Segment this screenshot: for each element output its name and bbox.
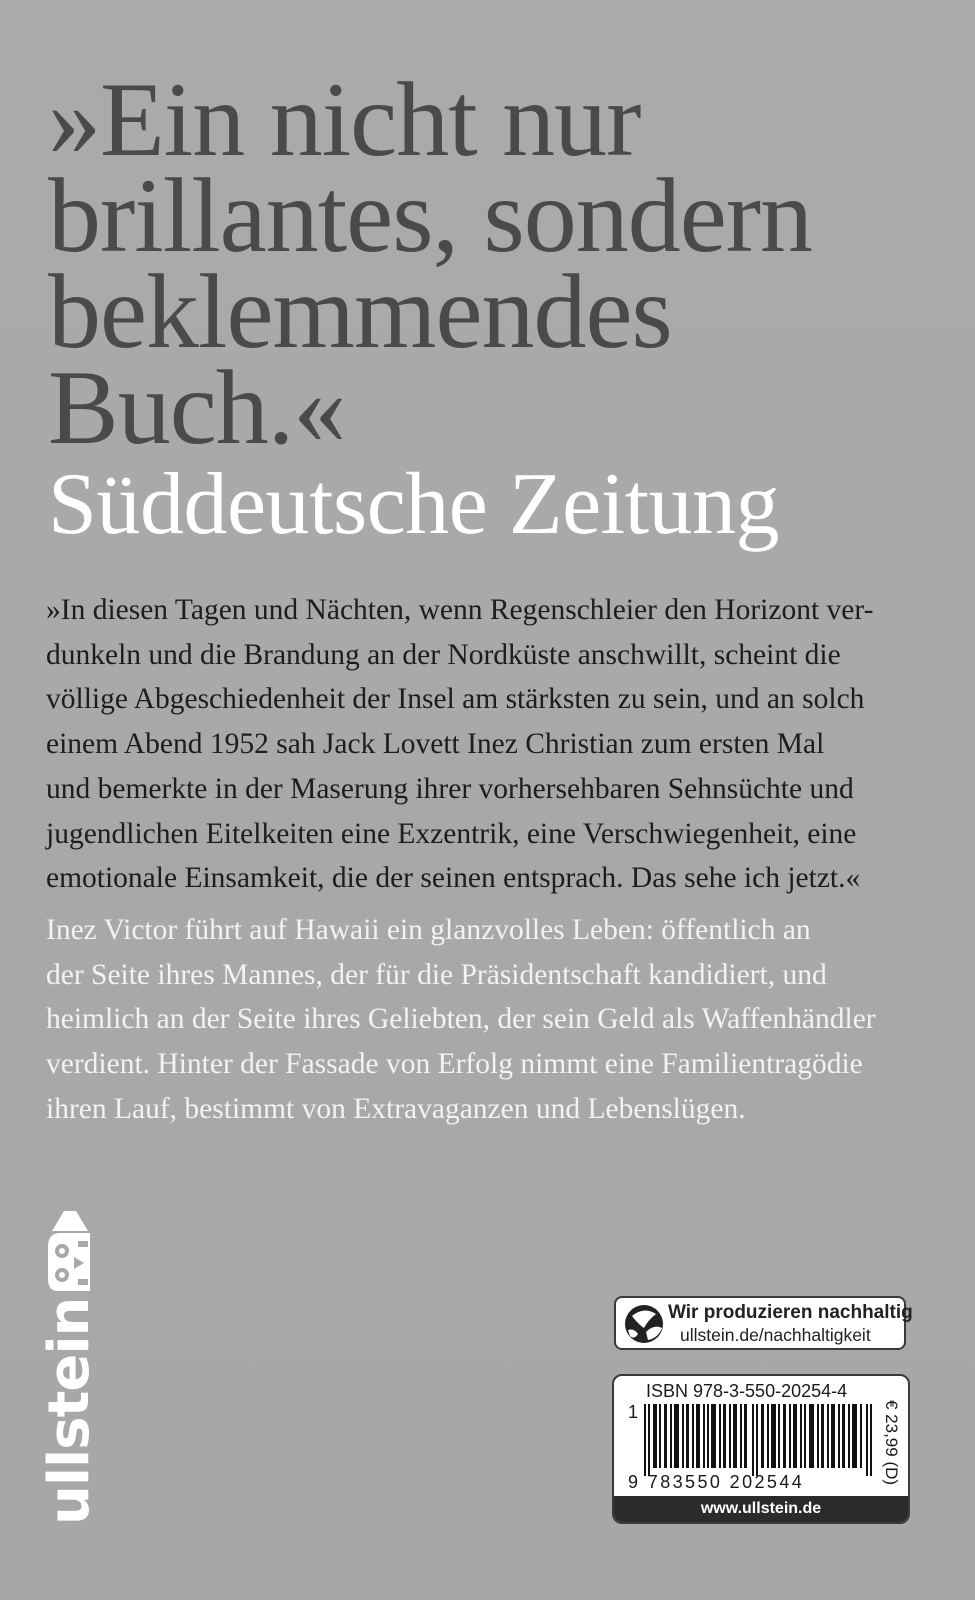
excerpt-line: »In diesen Tagen und Nächten, wenn Regenschleier den Horizont ver- xyxy=(46,594,874,626)
excerpt-line: dunkeln und die Brandung an der Nordküste anschwillt, scheint die xyxy=(46,638,841,671)
sustainability-title: Wir produzieren nachhaltig xyxy=(668,1302,913,1323)
press-quote-line: brillantes, sondern xyxy=(48,157,813,274)
excerpt-line: völlige Abgeschiedenheit der Insel am stärksten zu sein, und an solch xyxy=(46,683,865,716)
blurb-line: Inez Victor führt auf Hawaii ein glanzvolles Leben: öffentlich an xyxy=(46,914,811,946)
publisher-logo-text: ullstein xyxy=(37,1297,102,1525)
quote-source: Süddeutsche Zeitung xyxy=(48,456,780,553)
barcode-lead-digit: 1 xyxy=(628,1402,639,1422)
book-excerpt xyxy=(46,588,936,901)
blurb-line: ihren Lauf, bestimmt von Extravaganzen und Lebenslügen. xyxy=(46,1092,746,1125)
sustainability-url: ullstein.de/nachhaltigkeit xyxy=(680,1325,871,1345)
barcode-bars xyxy=(644,1404,874,1476)
sustainability-badge xyxy=(614,1296,913,1350)
publisher-website: www.ullstein.de xyxy=(614,1496,908,1522)
excerpt-line: jugendlichen Eitelkeiten eine Exzentrik, eine Verschwiegenheit, eine xyxy=(46,817,857,850)
excerpt-line: emotionale Einsamkeit, die der seinen entsprach. Das sehe ich jetzt.« xyxy=(46,862,861,895)
publisher-logo xyxy=(37,1145,102,1525)
barcode-panel xyxy=(612,1374,910,1524)
excerpt-line: und bemerkte in der Maserung ihrer vorhersehbaren Sehnsüchte und xyxy=(46,772,854,805)
leaf-globe-icon xyxy=(622,1302,668,1346)
owl-icon xyxy=(44,1203,94,1299)
blurb-line: heimlich an der Seite ihres Geliebten, der sein Geld als Waffenhändler xyxy=(46,1003,876,1036)
press-quote xyxy=(48,61,948,466)
isbn-number: ISBN 978-3-550-20254-4 xyxy=(646,1381,848,1401)
barcode-digits: 9 783550 202544 xyxy=(628,1472,805,1492)
press-quote-line: beklemmendes xyxy=(48,253,672,370)
excerpt-line: einem Abend 1952 sah Jack Lovett Inez Christian zum ersten Mal xyxy=(46,728,825,761)
press-quote-line: Buch.« xyxy=(48,349,346,466)
price-label: € 23,99 (D) xyxy=(882,1400,901,1486)
blurb-line: verdient. Hinter der Fassade von Erfolg nimmt eine Familientragödie xyxy=(46,1048,863,1081)
book-blurb xyxy=(46,908,936,1132)
press-quote-line: »Ein nicht nur xyxy=(48,61,641,178)
blurb-line: der Seite ihres Mannes, der für die Präsidentschaft kandidiert, und xyxy=(46,958,827,991)
